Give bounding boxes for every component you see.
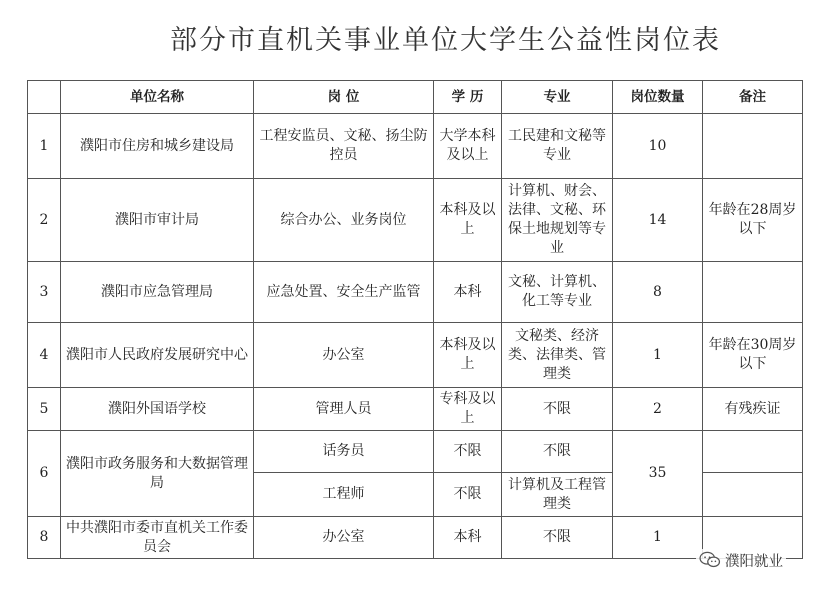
row-position: 管理人员 [254, 388, 434, 431]
table-row [28, 114, 803, 179]
header-major: 专业 [502, 81, 613, 114]
row-major: 工民建和文秘等专业 [502, 114, 613, 179]
wechat-icon [699, 551, 721, 569]
row-education: 专科及以上 [434, 388, 502, 431]
row-position: 办公室 [254, 323, 434, 388]
table-row [28, 179, 803, 262]
row-unit: 濮阳市政务服务和大数据管理局 [61, 431, 254, 517]
row-no: 5 [28, 388, 61, 431]
row-no: 1 [28, 114, 61, 179]
row-note [703, 114, 803, 179]
row-major: 文秘、计算机、化工等专业 [502, 262, 613, 323]
table-row [28, 262, 803, 323]
row-major: 计算机及工程管理类 [502, 473, 613, 517]
watermark [696, 549, 786, 571]
table-row [28, 517, 803, 559]
row-no: 8 [28, 517, 61, 559]
row-major: 计算机、财会、法律、文秘、环保土地规划等专业 [502, 179, 613, 262]
table-row [28, 388, 803, 431]
header-note: 备注 [703, 81, 803, 114]
row-position: 应急处置、安全生产监管 [254, 262, 434, 323]
row-position: 话务员 [254, 431, 434, 473]
row-education: 本科及以上 [434, 179, 502, 262]
row-note: 年龄在30周岁以下 [703, 323, 803, 388]
row-note: 年龄在28周岁以下 [703, 179, 803, 262]
row-position: 工程安监员、文秘、扬尘防控员 [254, 114, 434, 179]
table-header-row [28, 81, 803, 114]
header-unit: 单位名称 [61, 81, 254, 114]
row-note [703, 473, 803, 517]
page-title: 部分市直机关事业单位大学生公益性岗位表 [170, 25, 721, 56]
row-count: 35 [613, 431, 703, 517]
row-unit: 濮阳市人民政府发展研究中心 [61, 323, 254, 388]
row-count: 8 [613, 262, 703, 323]
row-count: 1 [613, 517, 703, 559]
row-education: 大学本科及以上 [434, 114, 502, 179]
row-unit: 濮阳市审计局 [61, 179, 254, 262]
header-count: 岗位数量 [613, 81, 703, 114]
row-major: 文秘类、经济类、法律类、管理类 [502, 323, 613, 388]
row-count: 1 [613, 323, 703, 388]
row-education: 本科 [434, 262, 502, 323]
row-position: 工程师 [254, 473, 434, 517]
row-unit: 濮阳外国语学校 [61, 388, 254, 431]
row-major: 不限 [502, 388, 613, 431]
row-note [703, 431, 803, 473]
table-row [28, 323, 803, 388]
header-position: 岗 位 [254, 81, 434, 114]
row-note [703, 262, 803, 323]
row-major: 不限 [502, 431, 613, 473]
row-unit: 中共濮阳市委市直机关工作委员会 [61, 517, 254, 559]
row-no: 2 [28, 179, 61, 262]
row-position: 办公室 [254, 517, 434, 559]
row-major: 不限 [502, 517, 613, 559]
table-row [28, 431, 803, 473]
row-education: 不限 [434, 473, 502, 517]
jobs-table [27, 80, 803, 559]
row-no: 4 [28, 323, 61, 388]
row-count: 10 [613, 114, 703, 179]
row-education: 不限 [434, 431, 502, 473]
row-education: 本科及以上 [434, 323, 502, 388]
watermark-text: 濮阳就业 [725, 553, 783, 570]
row-unit: 濮阳市住房和城乡建设局 [61, 114, 254, 179]
row-count: 2 [613, 388, 703, 431]
row-no: 6 [28, 431, 61, 517]
header-education: 学 历 [434, 81, 502, 114]
row-no: 3 [28, 262, 61, 323]
row-unit: 濮阳市应急管理局 [61, 262, 254, 323]
row-education: 本科 [434, 517, 502, 559]
row-count: 14 [613, 179, 703, 262]
row-position: 综合办公、业务岗位 [254, 179, 434, 262]
row-note: 有残疾证 [703, 388, 803, 431]
header-no [28, 81, 61, 114]
